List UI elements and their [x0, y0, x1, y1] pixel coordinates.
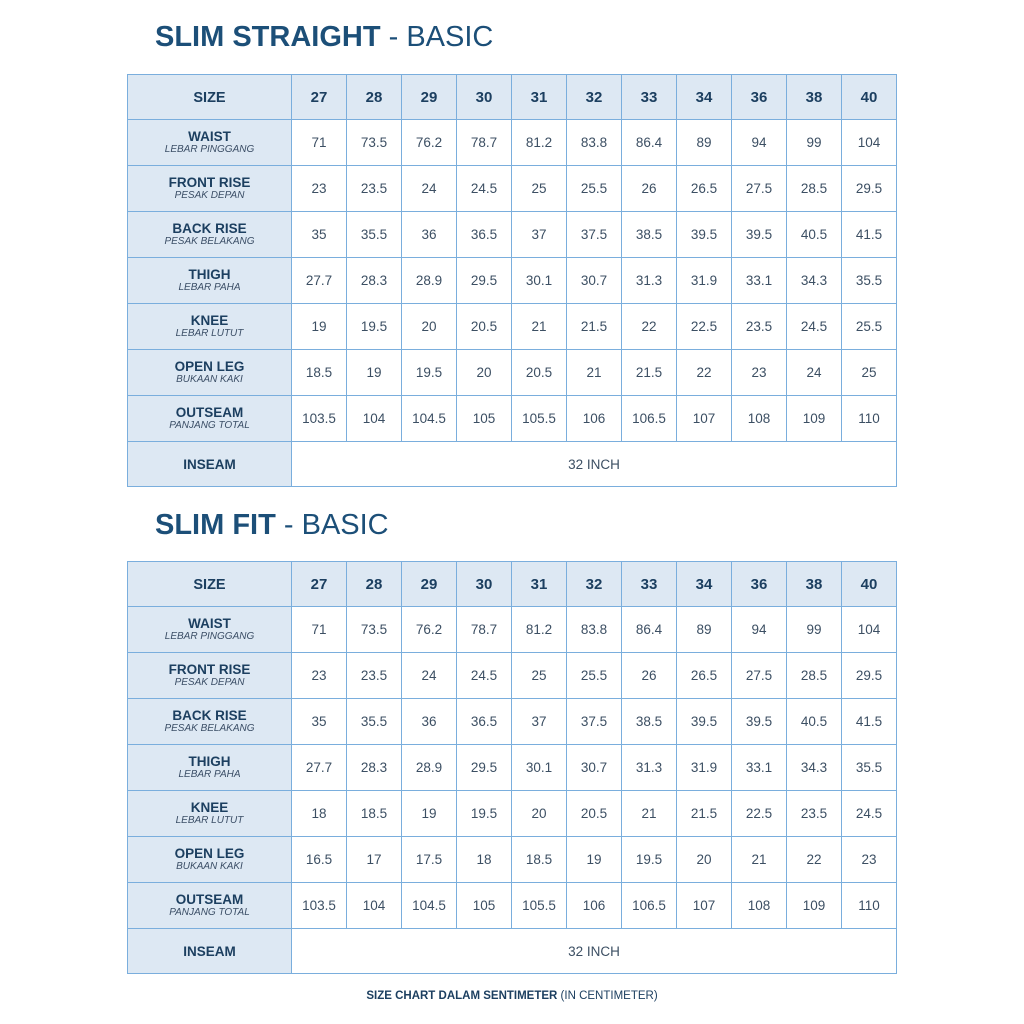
measurement-label-cell — [128, 699, 292, 745]
measurement-value: 76.2 — [402, 607, 457, 653]
measurement-value: 35.5 — [347, 699, 402, 745]
measurement-value: 89 — [677, 607, 732, 653]
measurement-value: 25 — [512, 653, 567, 699]
measurement-name-indonesian: LEBAR LUTUT — [175, 328, 244, 339]
measurement-value: 31.3 — [622, 258, 677, 304]
measurement-value: 26 — [622, 653, 677, 699]
measurement-value: 81.2 — [512, 607, 567, 653]
measurement-value: 21 — [732, 837, 787, 883]
measurement-value: 40.5 — [787, 699, 842, 745]
slim-straight-size-table — [127, 74, 897, 487]
measurement-value: 24.5 — [842, 791, 897, 837]
size-header-text: SIZE — [193, 576, 226, 593]
measurement-value: 23.5 — [787, 791, 842, 837]
measurement-name: THIGH — [188, 754, 231, 769]
measurement-value: 106 — [567, 396, 622, 442]
measurement-value: 103.5 — [292, 883, 347, 929]
slim-straight-title — [155, 20, 493, 54]
inseam-row — [128, 442, 897, 487]
size-column-header: 30 — [457, 562, 512, 607]
measurement-name-indonesian: BUKAAN KAKI — [176, 861, 243, 872]
measurement-value: 28.3 — [347, 745, 402, 791]
measurement-value: 22.5 — [732, 791, 787, 837]
measurement-value: 24 — [402, 166, 457, 212]
measurement-value: 28.5 — [787, 166, 842, 212]
measurement-name-indonesian: PESAK BELAKANG — [164, 723, 255, 734]
measurement-label-cell — [128, 212, 292, 258]
measurement-value: 18 — [292, 791, 347, 837]
measurement-value: 23 — [842, 837, 897, 883]
size-column-header: 38 — [787, 562, 842, 607]
measurement-row — [128, 837, 897, 883]
measurement-value: 108 — [732, 396, 787, 442]
measurement-value: 89 — [677, 120, 732, 166]
measurement-value: 26.5 — [677, 653, 732, 699]
measurement-value: 36.5 — [457, 212, 512, 258]
footer-bold-text: SIZE CHART DALAM SENTIMETER — [366, 990, 558, 1002]
measurement-value: 21 — [512, 304, 567, 350]
measurement-value: 24 — [402, 653, 457, 699]
size-column-header: 27 — [292, 75, 347, 120]
measurement-value: 28.9 — [402, 258, 457, 304]
measurement-value: 34.3 — [787, 745, 842, 791]
measurement-value: 34.3 — [787, 258, 842, 304]
measurement-row — [128, 699, 897, 745]
title-suffix: - BASIC — [275, 509, 389, 541]
measurement-name-indonesian: LEBAR PINGGANG — [164, 144, 255, 155]
measurement-row — [128, 350, 897, 396]
measurement-value: 110 — [842, 396, 897, 442]
measurement-name: OUTSEAM — [175, 405, 244, 420]
measurement-value: 30.1 — [512, 258, 567, 304]
measurement-name: FRONT RISE — [168, 175, 251, 190]
measurement-value: 104 — [842, 607, 897, 653]
measurement-value: 86.4 — [622, 120, 677, 166]
measurement-label-cell — [128, 607, 292, 653]
size-header-row — [128, 75, 897, 120]
measurement-value: 41.5 — [842, 699, 897, 745]
size-column-header: 33 — [622, 75, 677, 120]
measurement-value: 25.5 — [567, 166, 622, 212]
measurement-value: 107 — [677, 396, 732, 442]
measurement-value: 23 — [732, 350, 787, 396]
measurement-value: 22 — [677, 350, 732, 396]
size-column-header: 27 — [292, 562, 347, 607]
measurement-value: 37.5 — [567, 699, 622, 745]
measurement-value: 27.5 — [732, 166, 787, 212]
measurement-label-cell — [128, 350, 292, 396]
measurement-value: 39.5 — [677, 699, 732, 745]
measurement-value: 23.5 — [347, 653, 402, 699]
size-column-header: 28 — [347, 75, 402, 120]
measurement-name: BACK RISE — [172, 708, 247, 723]
measurement-row — [128, 607, 897, 653]
measurement-row — [128, 258, 897, 304]
measurement-value: 18 — [457, 837, 512, 883]
size-column-header: 36 — [732, 562, 787, 607]
measurement-value: 35 — [292, 212, 347, 258]
measurement-value: 36 — [402, 699, 457, 745]
measurement-value: 24.5 — [787, 304, 842, 350]
measurement-value: 19.5 — [622, 837, 677, 883]
measurement-value: 39.5 — [732, 699, 787, 745]
inseam-value: 32 INCH — [568, 456, 620, 472]
measurement-name-indonesian: BUKAAN KAKI — [176, 374, 243, 385]
size-column-header: 32 — [567, 562, 622, 607]
measurement-label-cell — [128, 166, 292, 212]
inseam-value: 32 INCH — [568, 943, 620, 959]
measurement-label-cell — [128, 791, 292, 837]
measurement-value: 36 — [402, 212, 457, 258]
measurement-value: 29.5 — [457, 745, 512, 791]
measurement-name: KNEE — [190, 800, 229, 815]
measurement-value: 104.5 — [402, 883, 457, 929]
measurement-value: 23 — [292, 653, 347, 699]
measurement-value: 71 — [292, 607, 347, 653]
measurement-row — [128, 883, 897, 929]
size-column-header: 31 — [512, 75, 567, 120]
measurement-value: 29.5 — [457, 258, 512, 304]
slim-fit-size-table — [127, 561, 897, 974]
measurement-value: 26.5 — [677, 166, 732, 212]
size-header-label — [128, 75, 292, 120]
measurement-value: 24.5 — [457, 166, 512, 212]
measurement-value: 18.5 — [512, 837, 567, 883]
measurement-value: 36.5 — [457, 699, 512, 745]
measurement-name-indonesian: PESAK DEPAN — [174, 190, 245, 201]
measurement-value: 99 — [787, 120, 842, 166]
measurement-value: 38.5 — [622, 212, 677, 258]
measurement-value: 19 — [347, 350, 402, 396]
measurement-name: WAIST — [188, 129, 231, 144]
measurement-name-indonesian: LEBAR LUTUT — [175, 815, 244, 826]
measurement-value: 109 — [787, 396, 842, 442]
measurement-row — [128, 653, 897, 699]
measurement-value: 28.3 — [347, 258, 402, 304]
measurement-name: THIGH — [188, 267, 231, 282]
measurement-value: 25 — [842, 350, 897, 396]
measurement-value: 35.5 — [347, 212, 402, 258]
measurement-value: 38.5 — [622, 699, 677, 745]
measurement-value: 24.5 — [457, 653, 512, 699]
measurement-value: 17.5 — [402, 837, 457, 883]
measurement-name: OPEN LEG — [174, 359, 245, 374]
size-column-header: 38 — [787, 75, 842, 120]
measurement-value: 109 — [787, 883, 842, 929]
measurement-row — [128, 745, 897, 791]
measurement-name: WAIST — [188, 616, 231, 631]
measurement-value: 23.5 — [347, 166, 402, 212]
measurement-name-indonesian: LEBAR PAHA — [178, 769, 241, 780]
title-bold: SLIM FIT — [155, 509, 276, 541]
measurement-value: 21.5 — [567, 304, 622, 350]
measurement-value: 83.8 — [567, 120, 622, 166]
measurement-value: 20 — [402, 304, 457, 350]
measurement-value: 31.9 — [677, 258, 732, 304]
measurement-value: 41.5 — [842, 212, 897, 258]
measurement-value: 20 — [457, 350, 512, 396]
size-chart-footer-note — [0, 990, 1024, 1002]
footer-unit-text: (IN CENTIMETER) — [557, 990, 658, 1002]
measurement-value: 83.8 — [567, 607, 622, 653]
measurement-value: 106.5 — [622, 883, 677, 929]
measurement-value: 81.2 — [512, 120, 567, 166]
measurement-value: 35.5 — [842, 745, 897, 791]
measurement-value: 30.1 — [512, 745, 567, 791]
measurement-value: 104 — [842, 120, 897, 166]
measurement-value: 106 — [567, 883, 622, 929]
measurement-row — [128, 212, 897, 258]
measurement-value: 104 — [347, 883, 402, 929]
measurement-value: 73.5 — [347, 607, 402, 653]
measurement-value: 103.5 — [292, 396, 347, 442]
inseam-label-cell — [128, 929, 292, 974]
measurement-value: 33.1 — [732, 258, 787, 304]
measurement-value: 19.5 — [457, 791, 512, 837]
measurement-value: 71 — [292, 120, 347, 166]
measurement-name-indonesian: LEBAR PINGGANG — [164, 631, 255, 642]
measurement-value: 26 — [622, 166, 677, 212]
measurement-value: 21 — [567, 350, 622, 396]
measurement-value: 78.7 — [457, 607, 512, 653]
size-column-header: 36 — [732, 75, 787, 120]
measurement-value: 30.7 — [567, 745, 622, 791]
size-column-header: 34 — [677, 562, 732, 607]
measurement-value: 37 — [512, 699, 567, 745]
measurement-label-cell — [128, 653, 292, 699]
size-column-header: 29 — [402, 75, 457, 120]
measurement-value: 31.9 — [677, 745, 732, 791]
measurement-name: FRONT RISE — [168, 662, 251, 677]
measurement-row — [128, 120, 897, 166]
size-column-header: 32 — [567, 75, 622, 120]
size-header-label — [128, 562, 292, 607]
measurement-value: 20.5 — [512, 350, 567, 396]
measurement-value: 19.5 — [402, 350, 457, 396]
measurement-value: 35.5 — [842, 258, 897, 304]
measurement-value: 106.5 — [622, 396, 677, 442]
measurement-value: 18.5 — [292, 350, 347, 396]
measurement-value: 105.5 — [512, 396, 567, 442]
measurement-name-indonesian: PESAK DEPAN — [174, 677, 245, 688]
measurement-value: 99 — [787, 607, 842, 653]
size-column-header: 40 — [842, 562, 897, 607]
inseam-label: INSEAM — [183, 943, 236, 959]
size-column-header: 29 — [402, 562, 457, 607]
inseam-label: INSEAM — [183, 456, 236, 472]
size-column-header: 33 — [622, 562, 677, 607]
measurement-value: 23 — [292, 166, 347, 212]
measurement-row — [128, 304, 897, 350]
measurement-value: 33.1 — [732, 745, 787, 791]
slim-fit-title — [155, 508, 389, 542]
measurement-value: 20 — [677, 837, 732, 883]
measurement-value: 22 — [622, 304, 677, 350]
measurement-value: 105 — [457, 396, 512, 442]
measurement-value: 16.5 — [292, 837, 347, 883]
inseam-value-cell — [292, 929, 897, 974]
measurement-value: 25.5 — [567, 653, 622, 699]
measurement-value: 37 — [512, 212, 567, 258]
measurement-value: 104 — [347, 396, 402, 442]
measurement-value: 86.4 — [622, 607, 677, 653]
measurement-value: 105.5 — [512, 883, 567, 929]
measurement-value: 105 — [457, 883, 512, 929]
measurement-value: 17 — [347, 837, 402, 883]
size-header-text: SIZE — [193, 89, 226, 106]
measurement-value: 22.5 — [677, 304, 732, 350]
measurement-name-indonesian: LEBAR PAHA — [178, 282, 241, 293]
measurement-value: 28.5 — [787, 653, 842, 699]
measurement-label-cell — [128, 837, 292, 883]
measurement-value: 31.3 — [622, 745, 677, 791]
size-column-header: 30 — [457, 75, 512, 120]
measurement-value: 78.7 — [457, 120, 512, 166]
measurement-value: 27.7 — [292, 258, 347, 304]
measurement-name-indonesian: PANJANG TOTAL — [169, 907, 250, 918]
measurement-row — [128, 166, 897, 212]
measurement-value: 27.5 — [732, 653, 787, 699]
measurement-value: 24 — [787, 350, 842, 396]
measurement-value: 37.5 — [567, 212, 622, 258]
measurement-value: 110 — [842, 883, 897, 929]
measurement-name: KNEE — [190, 313, 229, 328]
measurement-value: 19.5 — [347, 304, 402, 350]
measurement-value: 104.5 — [402, 396, 457, 442]
size-header-row — [128, 562, 897, 607]
measurement-value: 19 — [402, 791, 457, 837]
measurement-label-cell — [128, 304, 292, 350]
measurement-value: 20.5 — [567, 791, 622, 837]
measurement-value: 107 — [677, 883, 732, 929]
measurement-value: 21 — [622, 791, 677, 837]
measurement-label-cell — [128, 120, 292, 166]
measurement-label-cell — [128, 258, 292, 304]
measurement-value: 39.5 — [732, 212, 787, 258]
measurement-name: OUTSEAM — [175, 892, 244, 907]
measurement-value: 76.2 — [402, 120, 457, 166]
measurement-value: 28.9 — [402, 745, 457, 791]
title-suffix: - BASIC — [380, 21, 494, 53]
measurement-value: 21.5 — [622, 350, 677, 396]
measurement-label-cell — [128, 745, 292, 791]
measurement-value: 20 — [512, 791, 567, 837]
measurement-value: 19 — [567, 837, 622, 883]
measurement-name-indonesian: PANJANG TOTAL — [169, 420, 250, 431]
measurement-value: 40.5 — [787, 212, 842, 258]
measurement-row — [128, 396, 897, 442]
measurement-value: 22 — [787, 837, 842, 883]
measurement-value: 20.5 — [457, 304, 512, 350]
measurement-value: 39.5 — [677, 212, 732, 258]
title-bold: SLIM STRAIGHT — [155, 21, 381, 53]
measurement-value: 25 — [512, 166, 567, 212]
measurement-name: BACK RISE — [172, 221, 247, 236]
measurement-label-cell — [128, 883, 292, 929]
measurement-value: 73.5 — [347, 120, 402, 166]
measurement-value: 19 — [292, 304, 347, 350]
measurement-value: 35 — [292, 699, 347, 745]
measurement-value: 29.5 — [842, 166, 897, 212]
inseam-value-cell — [292, 442, 897, 487]
size-column-header: 31 — [512, 562, 567, 607]
measurement-value: 25.5 — [842, 304, 897, 350]
measurement-value: 94 — [732, 120, 787, 166]
inseam-label-cell — [128, 442, 292, 487]
measurement-row — [128, 791, 897, 837]
measurement-value: 18.5 — [347, 791, 402, 837]
measurement-value: 30.7 — [567, 258, 622, 304]
measurement-value: 27.7 — [292, 745, 347, 791]
measurement-name-indonesian: PESAK BELAKANG — [164, 236, 255, 247]
size-column-header: 40 — [842, 75, 897, 120]
measurement-value: 29.5 — [842, 653, 897, 699]
measurement-value: 21.5 — [677, 791, 732, 837]
measurement-value: 108 — [732, 883, 787, 929]
size-column-header: 34 — [677, 75, 732, 120]
size-column-header: 28 — [347, 562, 402, 607]
measurement-name: OPEN LEG — [174, 846, 245, 861]
measurement-value: 23.5 — [732, 304, 787, 350]
inseam-row — [128, 929, 897, 974]
measurement-label-cell — [128, 396, 292, 442]
measurement-value: 94 — [732, 607, 787, 653]
